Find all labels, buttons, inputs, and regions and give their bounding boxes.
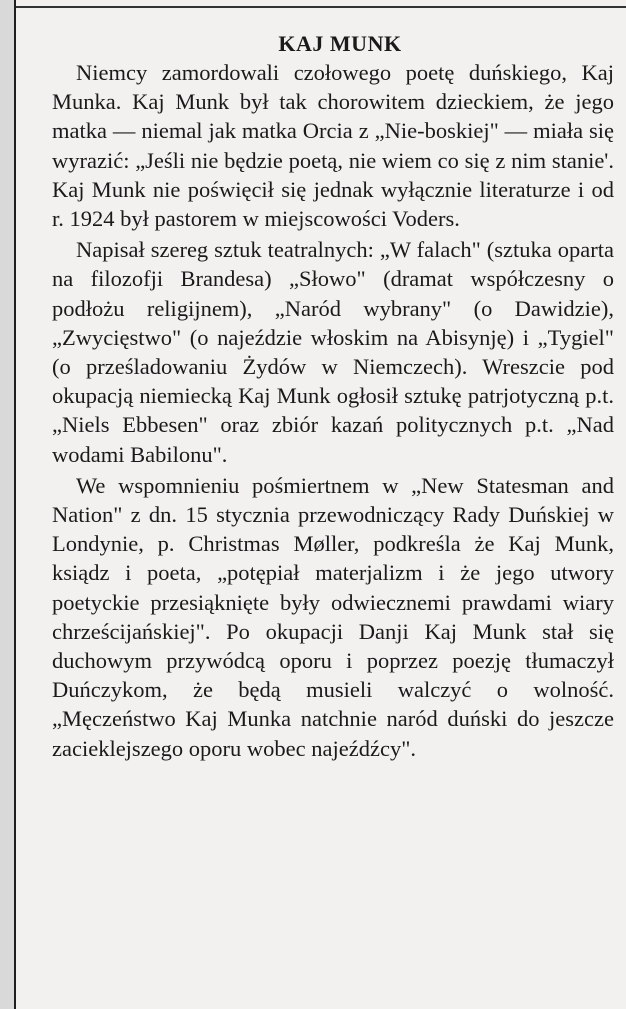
article-paragraph-2: Napisał szereg sztuk teatralnych: „W falach" (sztuka oparta na filozofji Brandesa) „Słowo" (dramat współczesny o podłożu religijnem), „Naród wybrany" (o Dawidzie), „Zwycięstwo" (o najeździe włoskim na Abisynję) i „Tygiel" (o prześladowaniu Żydów w Niemczech). Wreszcie pod okupacją niemiecką Kaj Munk ogłosił sztukę patrjotyczną p.t. „Niels Ebbesen" oraz zbiór kazań politycznych p.t. „Nad wodami Babilonu". — [52, 237, 614, 467]
top-border-rule — [16, 6, 626, 8]
article — [52, 30, 614, 763]
article-paragraph-1: Niemcy zamordowali czołowego poetę duńskiego, Kaj Munka. Kaj Munk był tak chorowitem dzieckiem, że jego matka — niemal jak matka Orcia z „Nie-boskiej" — miała się wyrazić: „Jeśli nie będzie poetą, nie wiem co się z nim stanie'. Kaj Munk nie poświęcił się jednak wyłącznie literaturze i od r. 1924 był pastorem w miejscowości Voders. — [52, 60, 614, 232]
article-paragraph-3: We wspomnieniu pośmiertnem w „New Statesman and Nation" z dn. 15 stycznia przewodniczący Rady Duńskiej w Londynie, p. Christmas Møller, podkreśla że Kaj Munk, ksiądz i poeta, „potępiał materjalizm i że jego utwory poetyckie przesiąknięte były odwiecznemi prawdami wiary chrześcijańskiej". Po okupacji Danji Kaj Munk stał się duchowym przywódcą oporu i poprzez poezję tłumaczył Duńczykom, że będą musieli walczyć o wolność. „Męczeństwo Kaj Munka natchnie naród duński do jeszcze zacieklejszego oporu wobec najeźdźcy". — [52, 472, 614, 761]
newspaper-clipping — [14, 0, 626, 1009]
article-headline: KAJ MUNK — [278, 31, 402, 56]
